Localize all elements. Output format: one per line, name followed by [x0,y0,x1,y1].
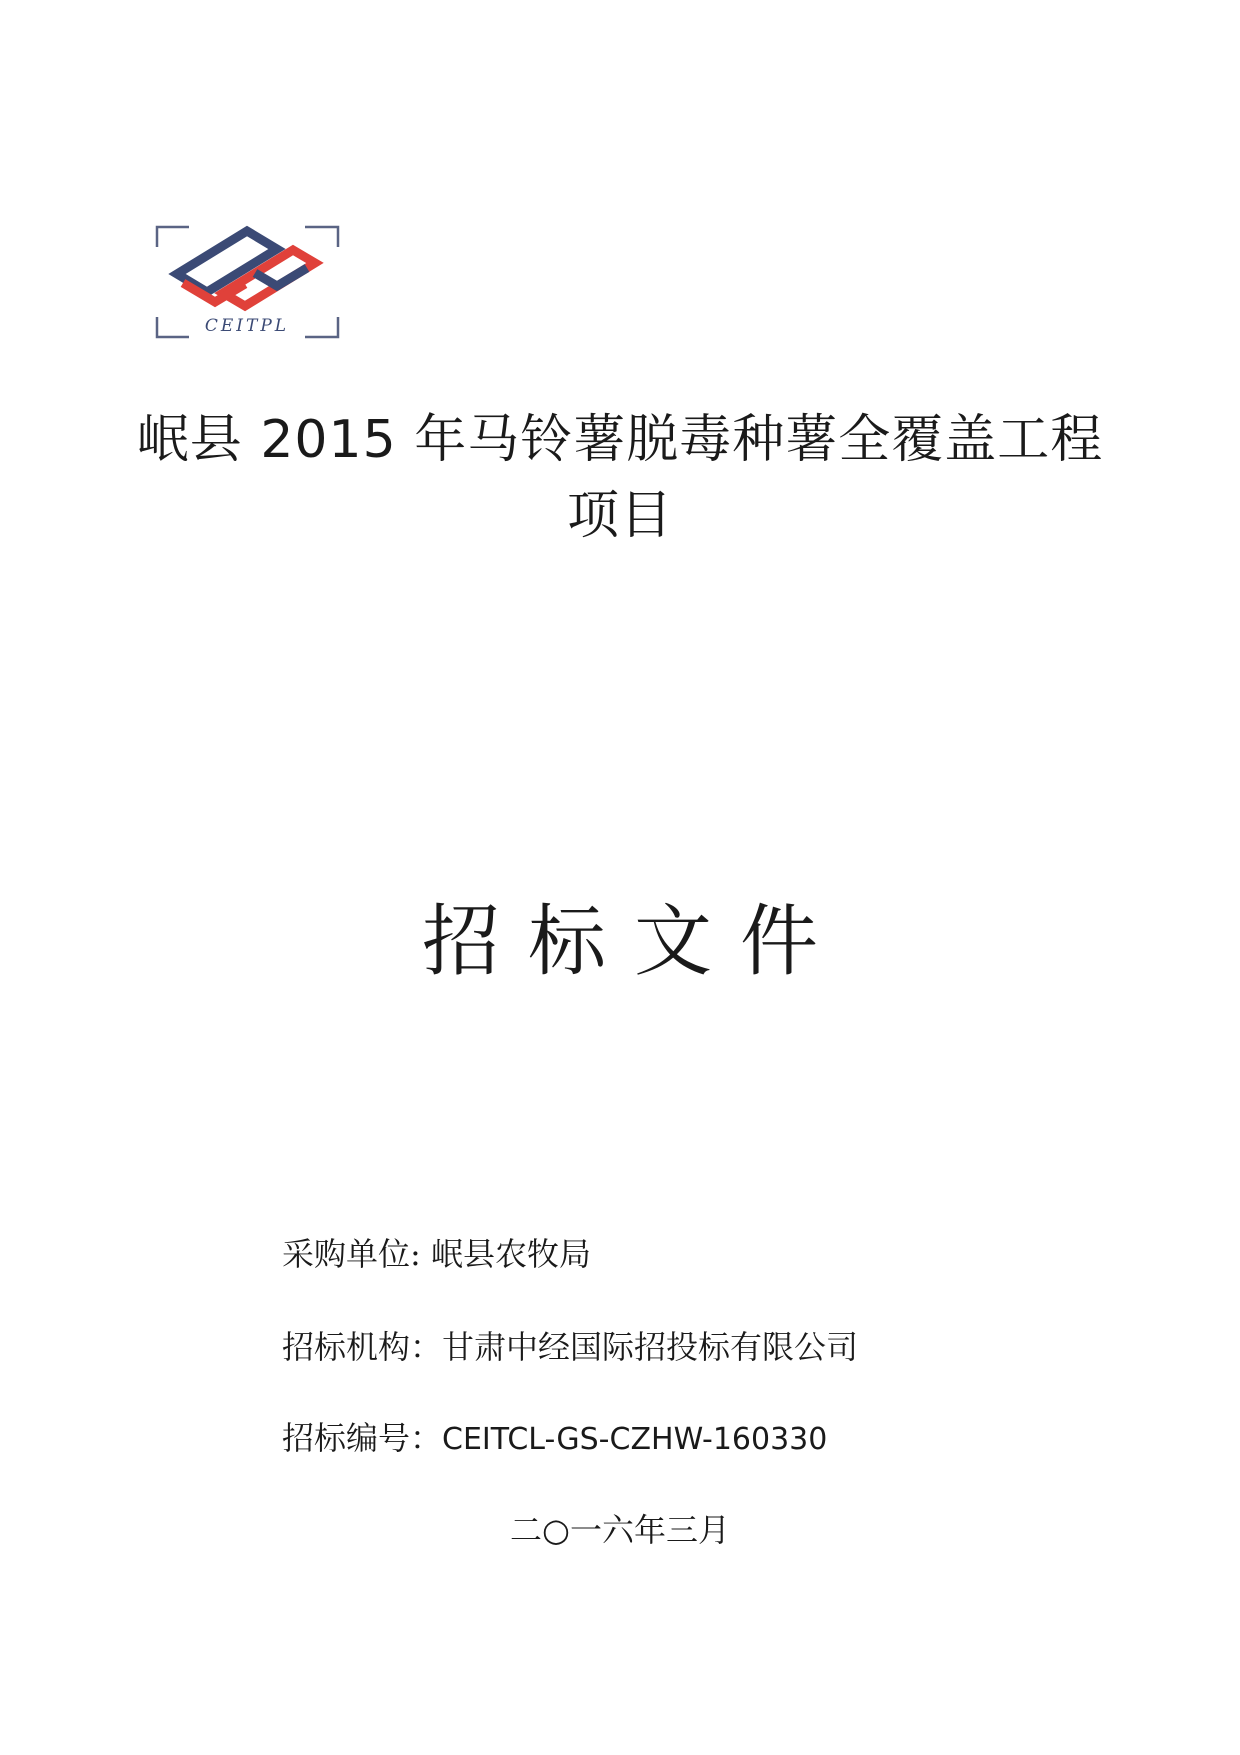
document-type-heading: 招标文件 [421,897,846,987]
logo-emblem-navy [177,231,277,292]
tender-code-value: CEITCL-GS-CZHW-160330 [442,1422,828,1457]
buyer-label: 采购单位: [282,1235,431,1273]
logo-text: CEITPL [204,316,290,336]
agency-label: 招标机构： [282,1328,443,1366]
agency-line [282,1325,858,1369]
agency-value: 甘肃中经国际招投标有限公司 [442,1328,859,1366]
buyer-value: 岷县农牧局 [430,1235,591,1273]
tender-code-line [282,1416,827,1462]
project-title-line2: 项目 [566,486,673,546]
buyer-line [282,1232,591,1276]
company-logo [155,225,340,341]
tender-code-label: 招标编号： [282,1419,443,1457]
issue-date: 二○一六年三月 [510,1511,730,1549]
project-title-line1: 岷县 2015 年马铃薯脱毒种薯全覆盖工程 [136,410,1104,470]
